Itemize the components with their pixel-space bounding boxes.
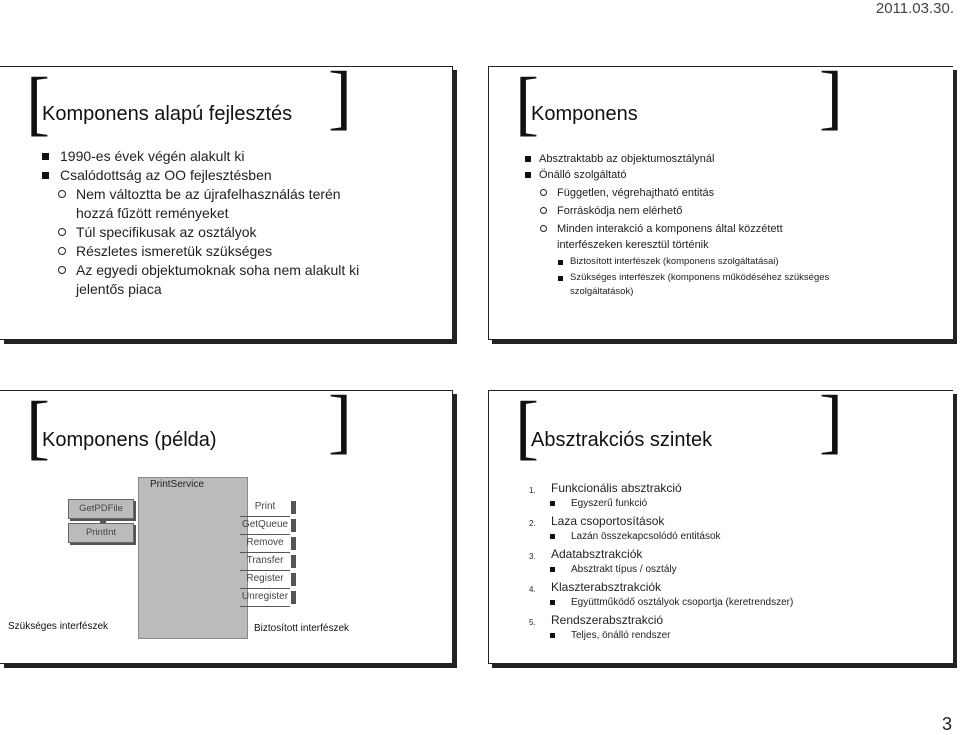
right-bracket: ] — [819, 57, 843, 137]
list-item: Önálló szolgáltató — [524, 167, 834, 183]
provided-interface-label: Print — [254, 501, 276, 512]
list-item: Részletes ismeretük szükséges — [40, 242, 380, 261]
left-bracket: [ — [515, 63, 539, 143]
slide-title: Komponens (példa) — [42, 429, 217, 451]
level-number: 3. — [529, 552, 536, 561]
level-number: 5. — [529, 618, 536, 627]
list-item: Független, végrehajtható entitás — [524, 185, 834, 201]
caption-required: Szükséges interfészek — [8, 621, 109, 632]
abstraction-list — [529, 477, 859, 642]
list-item: Az egyedi objektumoknak soha nem alakult ki jelentős piaca — [40, 261, 380, 299]
slide-title: Komponens — [531, 103, 638, 125]
left-bracket: [ — [515, 387, 539, 467]
left-bracket: [ — [26, 387, 50, 467]
component-box — [138, 477, 248, 639]
left-bracket: [ — [26, 63, 50, 143]
interface-tick — [291, 555, 296, 568]
provided-interface-label: Transfer — [246, 555, 284, 566]
abstraction-level — [529, 612, 859, 629]
abstraction-level — [529, 579, 859, 596]
level-description: Absztrakt típus / osztály — [529, 563, 859, 576]
list-item: Minden interakció a komponens által közzétett interfészeken keresztül történik — [524, 221, 834, 253]
slide-component-example — [0, 381, 453, 664]
provided-interface-register — [240, 573, 290, 589]
list-item: Nem változtta be az újrafelhasználás terén hozzá fűzött reményeket — [40, 185, 380, 223]
right-bracket: ] — [328, 381, 352, 461]
right-bracket: ] — [328, 57, 352, 137]
slide-abstraction-levels — [488, 381, 953, 664]
bullet-list — [524, 151, 834, 299]
level-number: 2. — [529, 519, 536, 528]
list-item: Forráskódja nem elérhető — [524, 203, 834, 219]
provided-interface-label: Register — [246, 573, 284, 584]
interface-tick — [291, 501, 296, 514]
level-number: 4. — [529, 585, 536, 594]
level-label: Laza csoportosítások — [551, 514, 665, 528]
provided-interface-label: Remove — [246, 537, 284, 548]
abstraction-level — [529, 480, 859, 497]
sub-list-item: Biztosított interfészek (komponens szolgáltatásai) — [524, 255, 834, 269]
interface-tick — [291, 591, 296, 604]
provided-interface-label: Unregister — [241, 591, 289, 602]
level-label: Klaszterabsztrakciók — [551, 580, 662, 594]
bullet-list — [40, 147, 380, 299]
list-item: Csalódottság az OO fejlesztésben — [40, 166, 380, 185]
level-label: Adatabsztrakciók — [551, 547, 643, 561]
right-bracket: ] — [819, 381, 843, 461]
level-number: 1. — [529, 486, 536, 495]
caption-provided: Biztosított interfészek — [254, 623, 350, 634]
provided-interface-getqueue — [240, 519, 290, 535]
date-header: 2011.03.30. — [875, 0, 954, 17]
level-description: Lazán összekapcsolódó entitások — [529, 530, 859, 543]
interface-tick — [291, 573, 296, 586]
level-label: Funkcionális absztrakció — [551, 481, 682, 495]
slide-component — [488, 57, 953, 340]
abstraction-level — [529, 546, 859, 563]
provided-interface-unregister — [240, 591, 290, 607]
list-item: Túl specifikusak az osztályok — [40, 223, 380, 242]
required-interface-printint: PrintInt — [68, 523, 134, 543]
list-item: Absztraktabb az objektumosztálynál — [524, 151, 834, 167]
level-label: Rendszerabsztrakció — [551, 613, 664, 627]
level-description: Együttműködő osztályok csoportja (keretrendszer) — [529, 596, 859, 609]
service-label: PrintService — [150, 479, 204, 490]
provided-interface-remove — [240, 537, 290, 553]
slide-title: Komponens alapú fejlesztés — [42, 103, 293, 125]
level-description: Teljes, önálló rendszer — [529, 629, 859, 642]
sub-list-item: Szükséges interfészek (komponens működéséhez szükséges szolgáltatások) — [524, 271, 834, 299]
provided-interface-label: GetQueue — [241, 519, 289, 530]
slide-title: Absztrakciós szintek — [531, 429, 713, 451]
provided-interface-transfer — [240, 555, 290, 571]
interface-tick — [291, 519, 296, 532]
level-description: Egyszerű funkció — [529, 497, 859, 510]
slide-component-based-dev — [0, 57, 453, 340]
page-number: 3 — [941, 714, 952, 734]
required-interface-getpdfile: GetPDFile — [68, 499, 134, 519]
abstraction-level — [529, 513, 859, 530]
interface-tick — [291, 537, 296, 550]
list-item: 1990-es évek végén alakult ki — [40, 147, 380, 166]
provided-interface-print — [240, 501, 290, 517]
